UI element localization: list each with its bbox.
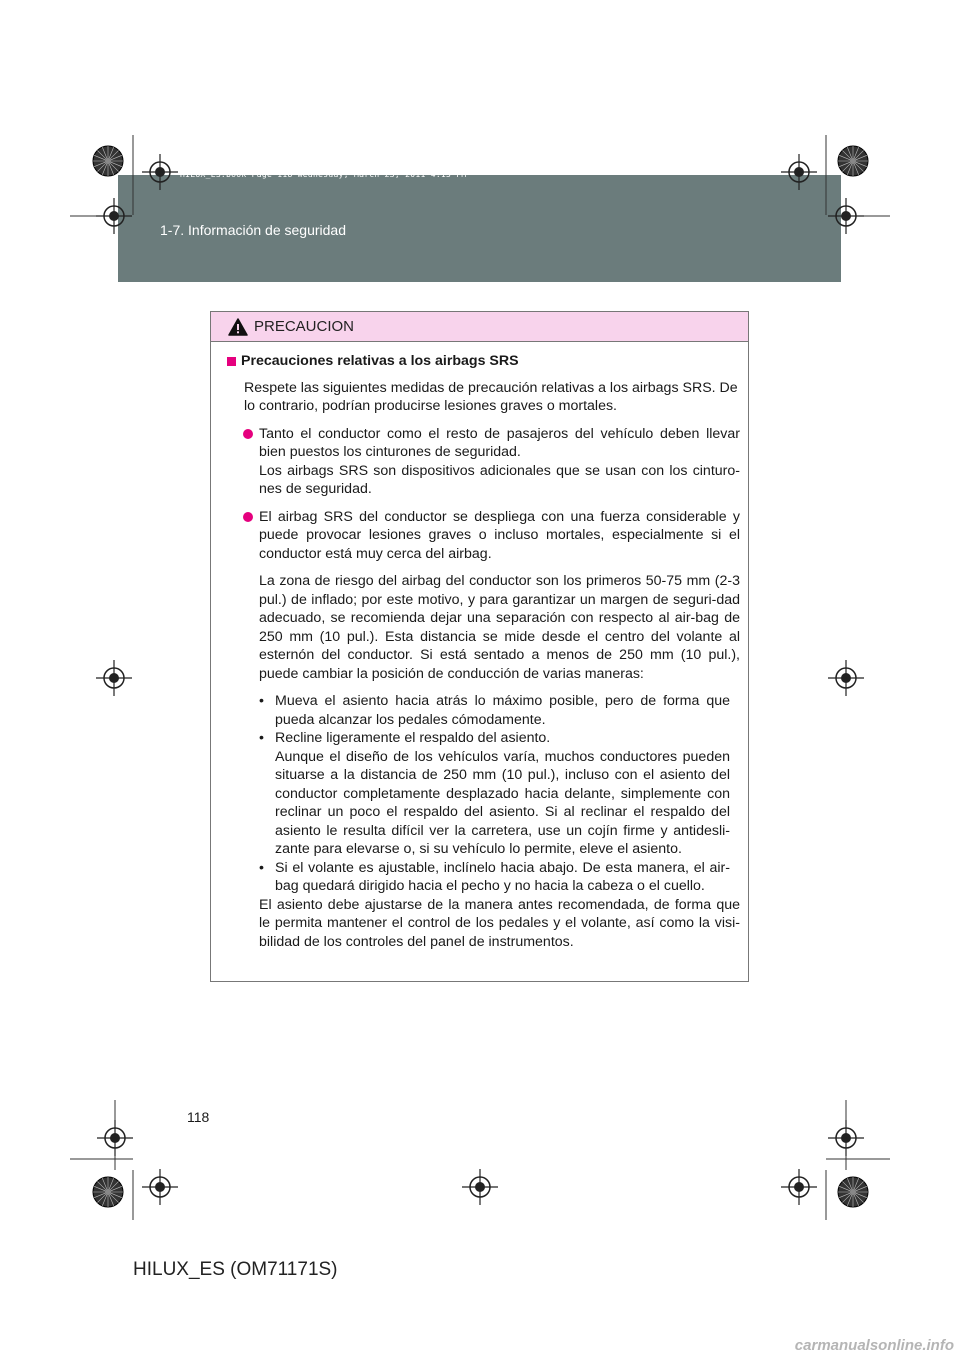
bullet1-text-a: Tanto el conductor como el resto de pasajeros del vehículo deben llevar bien puestos los cinturones de seguridad. — [259, 425, 740, 460]
color-wheel-icon — [838, 1177, 868, 1207]
registration-mark-icon — [97, 1120, 133, 1156]
footer-code: HILUX_ES (OM71171S) — [133, 1259, 338, 1280]
color-wheel-icon — [93, 146, 123, 176]
sub-item-detail: Aunque el diseño de los vehículos varía, muchos conductores pueden situarse a la distancia de 250 mm (10 pul.), incluso con el asiento del conductor completamente desplazado hacia delante, simplemente con reclinar un poco el respaldo del asiento. Si al reclinar el respaldo del asiento le resulta difícil ver la carretera, use un cojín firme y antidesli-zante para elevarse o, si su vehículo lo permite, eleve el asiento. — [275, 748, 730, 857]
sub-bullet: • — [259, 859, 264, 876]
caution-heading-text: Precauciones relativas a los airbags SRS — [241, 353, 519, 369]
registration-mark-icon — [828, 1120, 864, 1156]
registration-mark-icon — [781, 154, 817, 190]
caution-heading — [227, 352, 740, 371]
closing-paragraph: El asiento debe ajustarse de la manera antes recomendada, de forma que le permita mantener el control de los pedales y el volante, así como la visi-bilidad de los controles del panel de instrumentos. — [259, 896, 740, 950]
sub-item-text: Si el volante es ajustable, inclínelo hacia abajo. De esta manera, el air-bag quedará dirigido hacia el pecho y no hacia la cabeza o el cuello. — [275, 859, 730, 894]
registration-mark-icon — [462, 1169, 498, 1205]
color-wheel-icon — [838, 146, 868, 176]
registration-mark-icon — [96, 198, 132, 234]
registration-mark-icon — [142, 1169, 178, 1205]
registration-mark-icon — [781, 1169, 817, 1205]
circle-bullet-icon — [243, 512, 253, 522]
caution-box — [210, 311, 749, 982]
square-bullet-icon — [227, 357, 236, 366]
print-stamp: HILUX_ES.book Page 118 Wednesday, March 23, 2011 4:15 PM — [180, 170, 467, 179]
list-item — [243, 425, 740, 499]
intro-paragraph: Respete las siguientes medidas de precaución relativas a los airbags SRS. De lo contrario, podrían producirse lesiones graves o mortales. — [244, 379, 738, 414]
adjustment-list — [259, 692, 730, 896]
section-title: 1-7. Información de seguridad — [160, 222, 346, 238]
registration-mark-icon — [142, 154, 178, 190]
sub-bullet: • — [259, 693, 264, 709]
watermark: carmanualsonline.info — [730, 1337, 960, 1358]
list-item — [259, 859, 730, 896]
list-item — [259, 729, 730, 859]
caution-title: PRECAUCION — [254, 318, 355, 335]
page-number: 118 — [187, 1109, 210, 1125]
color-wheel-icon — [93, 1177, 123, 1207]
bullet2-text: El airbag SRS del conductor se despliega con una fuerza considerable y puede provocar lesiones graves o incluso mortales, especialmente si el conductor está muy cerca del airbag. — [259, 508, 740, 562]
list-item — [243, 508, 740, 564]
sub-item-text: Recline ligeramente el respaldo del asiento. — [275, 730, 551, 746]
sub-item-text: Mueva el asiento hacia atrás lo máximo posible, pero de forma que pueda alcanzar los pedales cómodamente. — [275, 693, 730, 728]
warning-triangle-icon — [228, 318, 248, 336]
registration-mark-icon — [828, 198, 864, 234]
registration-mark-icon — [828, 660, 864, 696]
circle-bullet-icon — [243, 429, 253, 439]
bullet1-text-b: Los airbags SRS son dispositivos adicionales que se usan con los cinturo-nes de seguridad. — [259, 462, 740, 497]
caution-header — [211, 312, 748, 342]
caution-body — [211, 342, 748, 951]
risk-zone-paragraph: La zona de riesgo del airbag del conductor son los primeros 50-75 mm (2-3 pul.) de inflado; por este motivo, y para garantizar un margen de seguri-dad adecuado, se recomienda dejar una separación con respecto al air-bag de 250 mm (10 pul.). Esta distancia se mide desde el centro del volante al esternón del conductor. Si está sentado a menos de 250 mm (10 pul.), puede cambiar la posición de conducción de varias maneras: — [259, 573, 740, 682]
sub-bullet: • — [259, 730, 264, 746]
registration-mark-icon — [96, 660, 132, 696]
list-item — [259, 692, 730, 729]
